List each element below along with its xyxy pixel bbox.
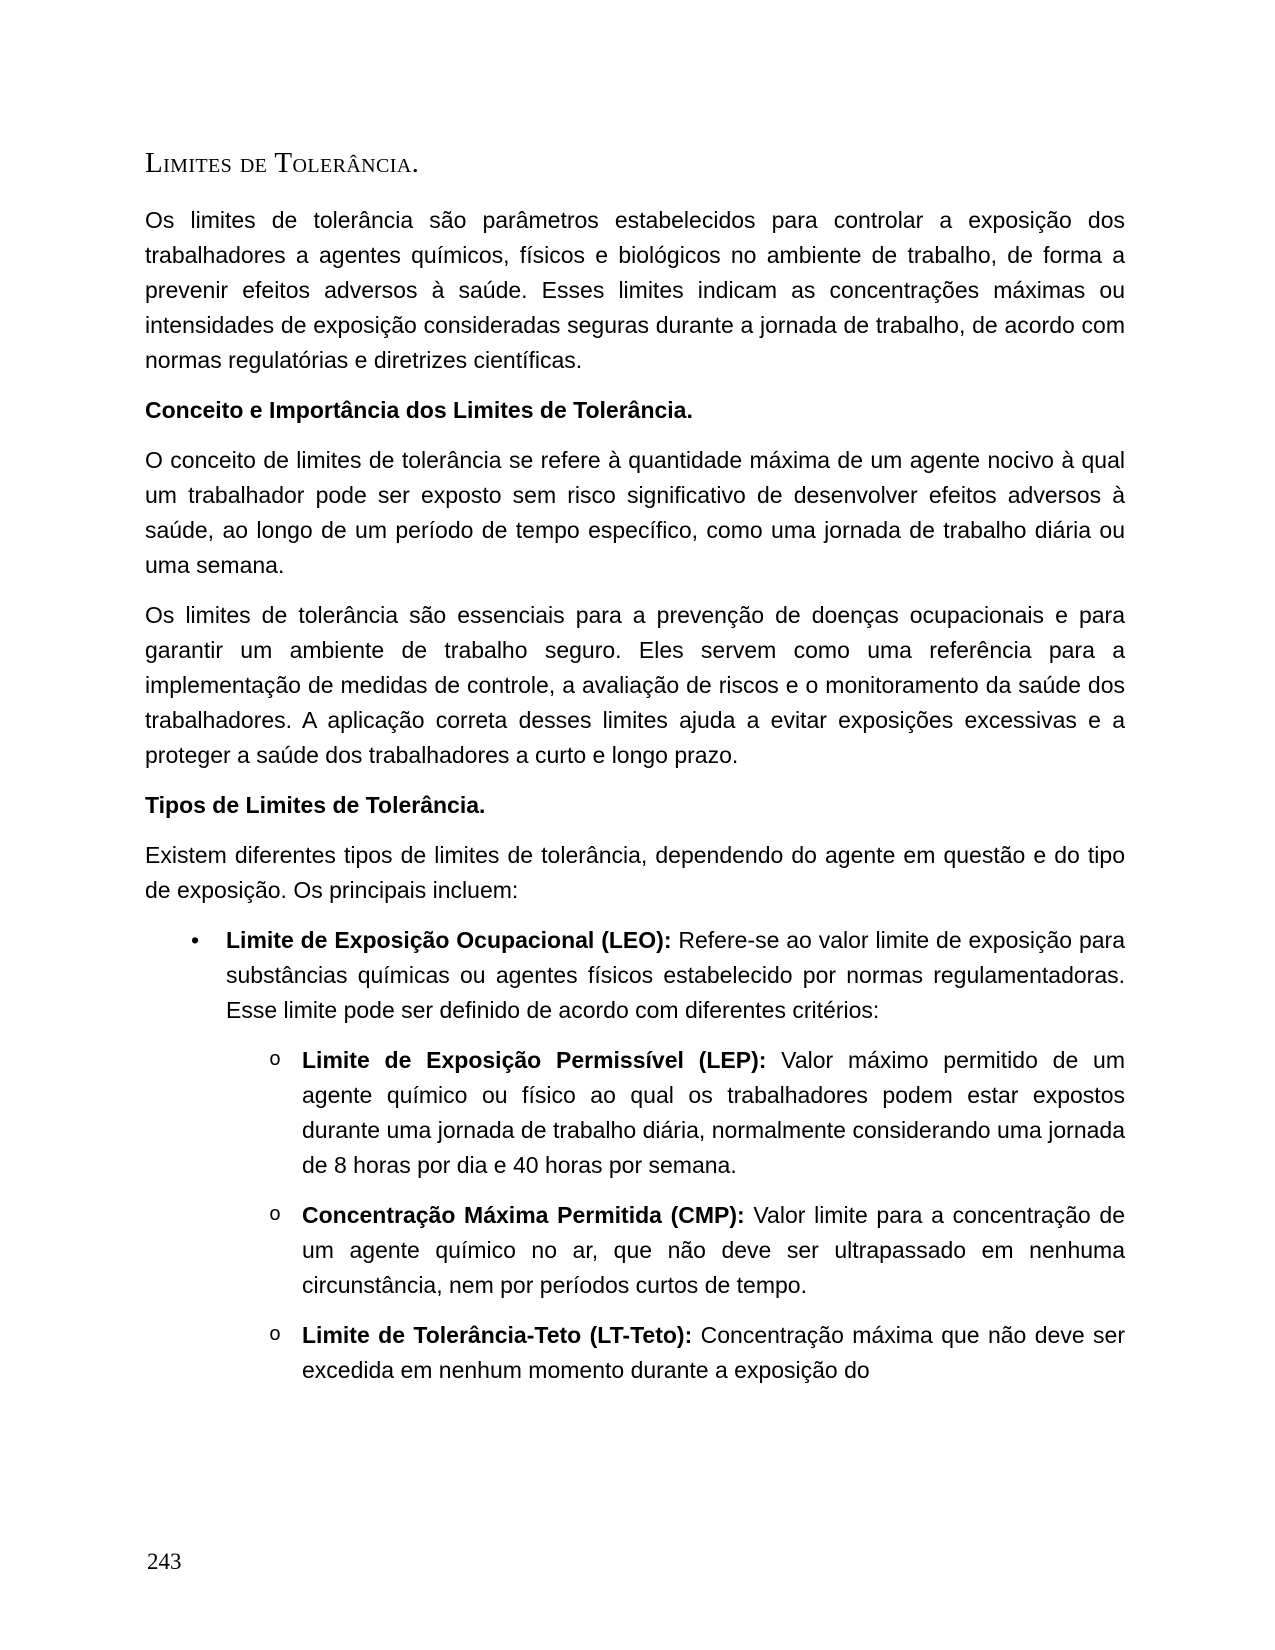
sub-bullet-lep-lead: Limite de Exposição Permissível (LEP): — [302, 1047, 767, 1073]
bullet-text-leo — [226, 923, 1125, 1028]
sub-bullet-text-lt-teto — [302, 1318, 1125, 1388]
paragraph-tipos-intro: Existem diferentes tipos de limites de tolerância, dependendo do agente em questão e do tipo de exposição. Os principais incluem: — [145, 842, 1125, 903]
heading-tipos: Tipos de Limites de Tolerância. — [145, 792, 486, 818]
bullet-item-leo — [145, 923, 1125, 1028]
bullet-leo-body: Refere-se ao valor limite de exposição para substâncias químicas ou agentes físicos estabelecido por normas regulamentadoras. Esse limite pode ser definido de acordo com diferentes critérios: — [226, 927, 1125, 1023]
sub-bullet-item-lep — [145, 1043, 1125, 1183]
sub-bullet-text-lep — [302, 1043, 1125, 1183]
bullet-icon: • — [191, 927, 200, 953]
sub-bullet-lep-body: Valor máximo permitido de um agente químico ou físico ao qual os trabalhadores podem estar expostos durante uma jornada de trabalho diária, normalmente considerando uma jornada de 8 horas por dia e 40 horas por semana. — [302, 1047, 1125, 1178]
circle-bullet-icon: o — [269, 1204, 282, 1227]
document-body — [145, 146, 1125, 1403]
sub-bullet-lt-teto-body: Concentração máxima que não deve ser excedida em nenhum momento durante a exposição do — [302, 1322, 1125, 1383]
sub-bullet-cmp-body: Valor limite para a concentração de um agente químico no ar, que não deve ser ultrapassado em nenhuma circunstância, nem por períodos curtos de tempo. — [302, 1202, 1125, 1298]
sub-bullet-item-cmp — [145, 1198, 1125, 1303]
circle-bullet-icon: o — [269, 1324, 282, 1347]
circle-bullet-icon: o — [269, 1049, 282, 1072]
sub-bullet-lt-teto-lead: Limite de Tolerância-Teto (LT-Teto): — [302, 1322, 693, 1348]
paragraph-intro: Os limites de tolerância são parâmetros estabelecidos para controlar a exposição dos trabalhadores a agentes químicos, físicos e biológicos no ambiente de trabalho, de forma a prevenir efeitos adversos à saúde. Esses limites indicam as concentrações máximas ou intensidades de exposição consideradas seguras durante a jornada de trabalho, de acordo com normas regulatórias e diretrizes científicas. — [145, 207, 1125, 373]
sub-bullet-item-lt-teto — [145, 1318, 1125, 1388]
paragraph-conceito-1: O conceito de limites de tolerância se refere à quantidade máxima de um agente nocivo à qual um trabalhador pode ser exposto sem risco significativo de desenvolver efeitos adversos à saúde, ao longo de um período de tempo específico, como uma jornada de trabalho diária ou uma semana. — [145, 447, 1125, 578]
bullet-leo-lead: Limite de Exposição Ocupacional (LEO): — [226, 927, 672, 953]
page-number: 243 — [147, 1549, 182, 1574]
document-title: Limites de Tolerância. — [145, 147, 420, 179]
heading-conceito-importancia: Conceito e Importância dos Limites de Tolerância. — [145, 397, 693, 423]
sub-bullet-text-cmp — [302, 1198, 1125, 1303]
sub-bullet-cmp-lead: Concentração Máxima Permitida (CMP): — [302, 1202, 745, 1228]
paragraph-conceito-2: Os limites de tolerância são essenciais para a prevenção de doenças ocupacionais e para garantir um ambiente de trabalho seguro. Eles servem como uma referência para a implementação de medidas de controle, a avaliação de riscos e o monitoramento da saúde dos trabalhadores. A aplicação correta desses limites ajuda a evitar exposições excessivas e a proteger a saúde dos trabalhadores a curto e longo prazo. — [145, 602, 1125, 768]
